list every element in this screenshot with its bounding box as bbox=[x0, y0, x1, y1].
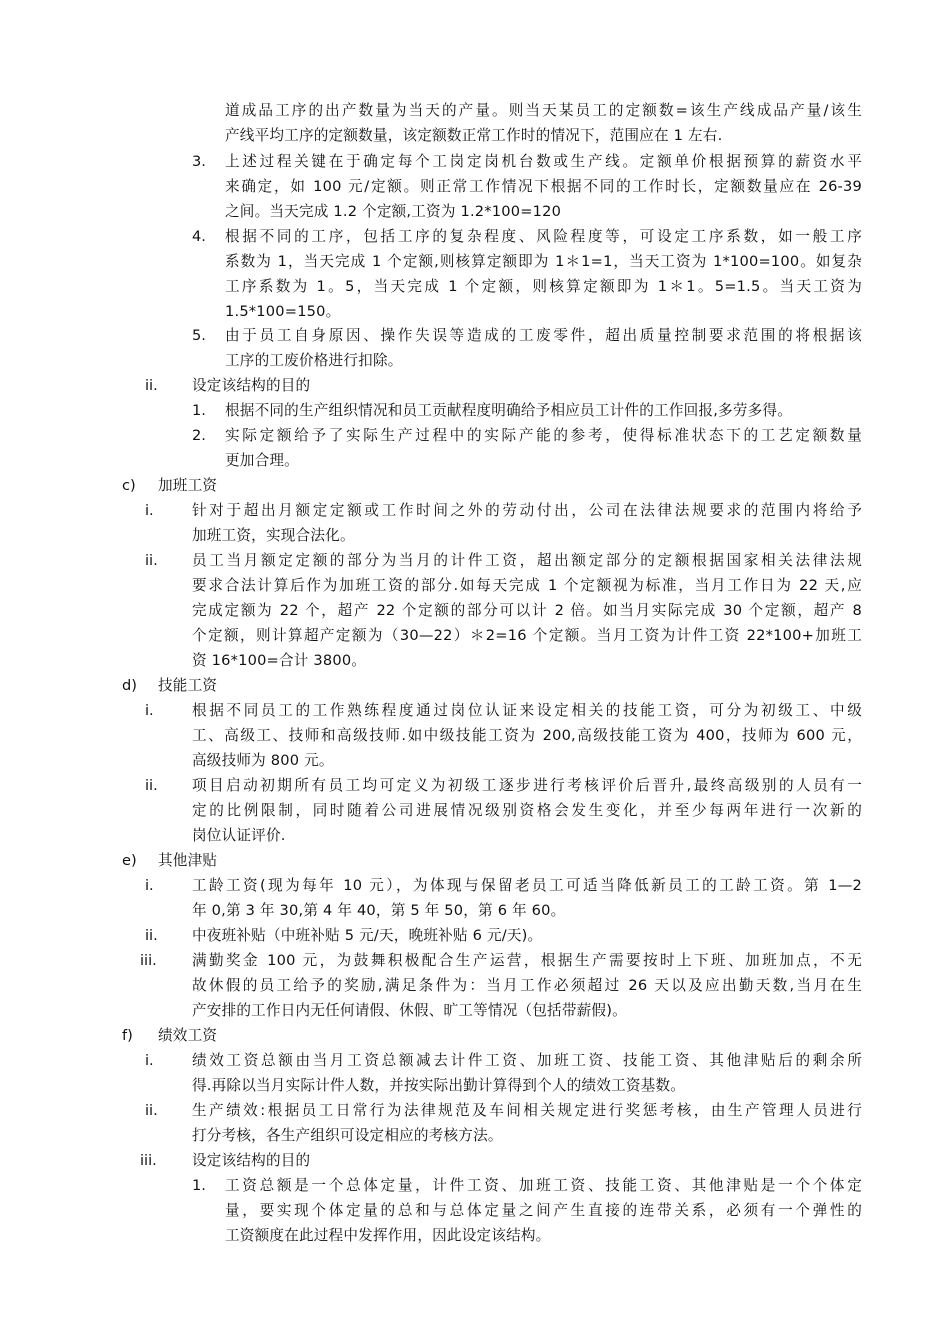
paragraph-line: 技能工资 bbox=[158, 677, 218, 694]
paragraph-line: 根据不同的工序，包括工序的复杂程度、风险程度等，可设定工序系数，如一般工序 bbox=[225, 228, 862, 245]
paragraph-line: 根据不同的生产组织情况和员工贡献程度明确给予相应员工计件的工作回报,多劳多得。 bbox=[225, 402, 793, 419]
paragraph-line: 其他津贴 bbox=[158, 852, 218, 869]
list-marker: iii. bbox=[140, 952, 157, 969]
list-marker: c) bbox=[122, 477, 136, 494]
paragraph-line: 故休假的员工给予的奖励,满足条件为：当月工作必须超过 26 天以及应出勤天数,当月在生 bbox=[192, 977, 862, 994]
paragraph-line: 产线平均工序的定额数量，该定额数正常工作时的情况下，范围应在 1 左右. bbox=[225, 127, 723, 144]
paragraph-line: 设定该结构的目的 bbox=[192, 1152, 311, 1169]
list-marker: 1. bbox=[192, 1177, 206, 1194]
paragraph-line: 根据不同员工的工作熟练程度通过岗位认证来设定相关的技能工资，可分为初级工、中级 bbox=[192, 702, 862, 719]
paragraph-line: 量，要实现个体定量的总和与总体定量之间产生直接的连带关系，必须有一个弹性的 bbox=[225, 1202, 862, 1219]
paragraph-line: 绩效工资 bbox=[158, 1027, 218, 1044]
list-marker: ii. bbox=[145, 377, 158, 394]
paragraph-line: 更加合理。 bbox=[225, 452, 299, 469]
paragraph-line: 完成定额为 22 个，超产 22 个定额的部分可以计 2 倍。如当月实际完成 30 个定额，超产 8 bbox=[192, 602, 862, 619]
paragraph-line: 定的比例限制，同时随着公司进展情况级别资格会发生变化，并至少每两年进行一次新的 bbox=[192, 802, 862, 819]
paragraph-line: 工资额度在此过程中发挥作用，因此设定该结构。 bbox=[225, 1227, 551, 1244]
paragraph-line: 绩效工资总额由当月工资总额减去计件工资、加班工资、技能工资、其他津贴后的剩余所 bbox=[192, 1052, 862, 1069]
paragraph-line: 设定该结构的目的 bbox=[192, 377, 311, 394]
paragraph-line: 项目启动初期所有员工均可定义为初级工逐步进行考核评价后晋升,最终高级别的人员有一 bbox=[192, 777, 862, 794]
paragraph-line: 道成品工序的出产数量为当天的产量。则当天某员工的定额数=该生产线成品产量/该生 bbox=[225, 102, 862, 119]
list-marker: ii. bbox=[145, 552, 158, 569]
list-marker: i. bbox=[145, 502, 154, 519]
paragraph-line: 加班工资，实现合法化。 bbox=[192, 527, 355, 544]
paragraph-line: 生产绩效:根据员工日常行为法律规范及车间相关规定进行奖惩考核，由生产管理人员进行 bbox=[192, 1102, 862, 1119]
paragraph-line: 高级技师为 800 元。 bbox=[192, 752, 334, 769]
paragraph-line: 由于员工自身原因、操作失误等造成的工废零件，超出质量控制要求范围的将根据该 bbox=[225, 327, 862, 344]
paragraph-line: 员工当月额定定额的部分为当月的计件工资，超出额定部分的定额根据国家相关法律法规 bbox=[192, 552, 862, 569]
paragraph-line: 年 0,第 3 年 30,第 4 年 40，第 5 年 50，第 6 年 60。 bbox=[192, 902, 566, 919]
paragraph-line: 产安排的工作日内无任何请假、休假、旷工等情况（包括带薪假)。 bbox=[192, 1002, 627, 1019]
paragraph-line: 工序系数为 1。5，当天完成 1 个定额，则核算定额即为 1＊1。5=1.5。当天工资为 bbox=[225, 278, 862, 295]
list-marker: 5. bbox=[192, 327, 206, 344]
list-marker: d) bbox=[122, 677, 137, 694]
paragraph-line: 系数为 1，当天完成 1 个定额,则核算定额即为 1＊1=1，当天工资为 1*100=100。如复杂 bbox=[225, 253, 862, 270]
list-marker: ii. bbox=[145, 927, 158, 944]
list-marker: iii. bbox=[140, 1152, 157, 1169]
list-marker: i. bbox=[145, 702, 154, 719]
paragraph-line: 得.再除以当月实际计件人数，并按实际出勤计算得到个人的绩效工资基数。 bbox=[192, 1077, 686, 1094]
paragraph-line: 要求合法计算后作为加班工资的部分.如每天完成 1 个定额视为标准，当月工作日为 22 天,应 bbox=[192, 577, 862, 594]
paragraph-line: 中夜班补贴（中班补贴 5 元/天，晚班补贴 6 元/天)。 bbox=[192, 927, 543, 944]
paragraph-line: 岗位认证评价. bbox=[192, 827, 286, 844]
paragraph-line: 打分考核，各生产组织可设定相应的考核方法。 bbox=[192, 1127, 503, 1144]
list-marker: f) bbox=[122, 1027, 133, 1044]
paragraph-line: 1.5*100=150。 bbox=[225, 303, 341, 320]
list-marker: ii. bbox=[145, 1102, 158, 1119]
paragraph-line: 工资总额是一个总体定量，计件工资、加班工资、技能工资、其他津贴是一个个体定 bbox=[225, 1177, 862, 1194]
paragraph-line: 工龄工资(现为每年 10 元），为体现与保留老员工可适当降低新员工的工龄工资。第 1—2 bbox=[192, 877, 862, 894]
list-marker: 2. bbox=[192, 427, 206, 444]
list-marker: 3. bbox=[192, 153, 206, 170]
paragraph-line: 加班工资 bbox=[158, 477, 218, 494]
paragraph-line: 个定额，则计算超产定额为（30—22）＊2=16 个定额。当月工资为计件工资 22*100+加班工 bbox=[192, 627, 862, 644]
paragraph-line: 满勤奖金 100 元，为鼓舞积极配合生产运营，根据生产需要按时上下班、加班加点，不无 bbox=[192, 952, 862, 969]
paragraph-line: 上述过程关键在于确定每个工岗定岗机台数或生产线。定额单价根据预算的薪资水平 bbox=[225, 153, 862, 170]
list-marker: e) bbox=[122, 852, 137, 869]
list-marker: 4. bbox=[192, 228, 206, 245]
paragraph-line: 实际定额给予了实际生产过程中的实际产能的参考，使得标准状态下的工艺定额数量 bbox=[225, 427, 862, 444]
list-marker: i. bbox=[145, 1052, 154, 1069]
paragraph-line: 之间。当天完成 1.2 个定额,工资为 1.2*100=120 bbox=[225, 203, 562, 220]
list-marker: 1. bbox=[192, 402, 206, 419]
list-marker: ii. bbox=[145, 777, 158, 794]
paragraph-line: 工、高级工、技师和高级技师.如中级技能工资为 200,高级技能工资为 400，技师为 600 元， bbox=[192, 727, 862, 744]
paragraph-line: 来确定，如 100 元/定额。则正常工作情况下根据不同的工作时长，定额数量应在 26-39 bbox=[225, 178, 862, 195]
paragraph-line: 资 16*100=合计 3800。 bbox=[192, 652, 367, 669]
paragraph-line: 工序的工废价格进行扣除。 bbox=[225, 352, 403, 369]
paragraph-line: 针对于超出月额定定额或工作时间之外的劳动付出，公司在法律法规要求的范围内将给予 bbox=[192, 502, 862, 519]
list-marker: i. bbox=[145, 877, 154, 894]
